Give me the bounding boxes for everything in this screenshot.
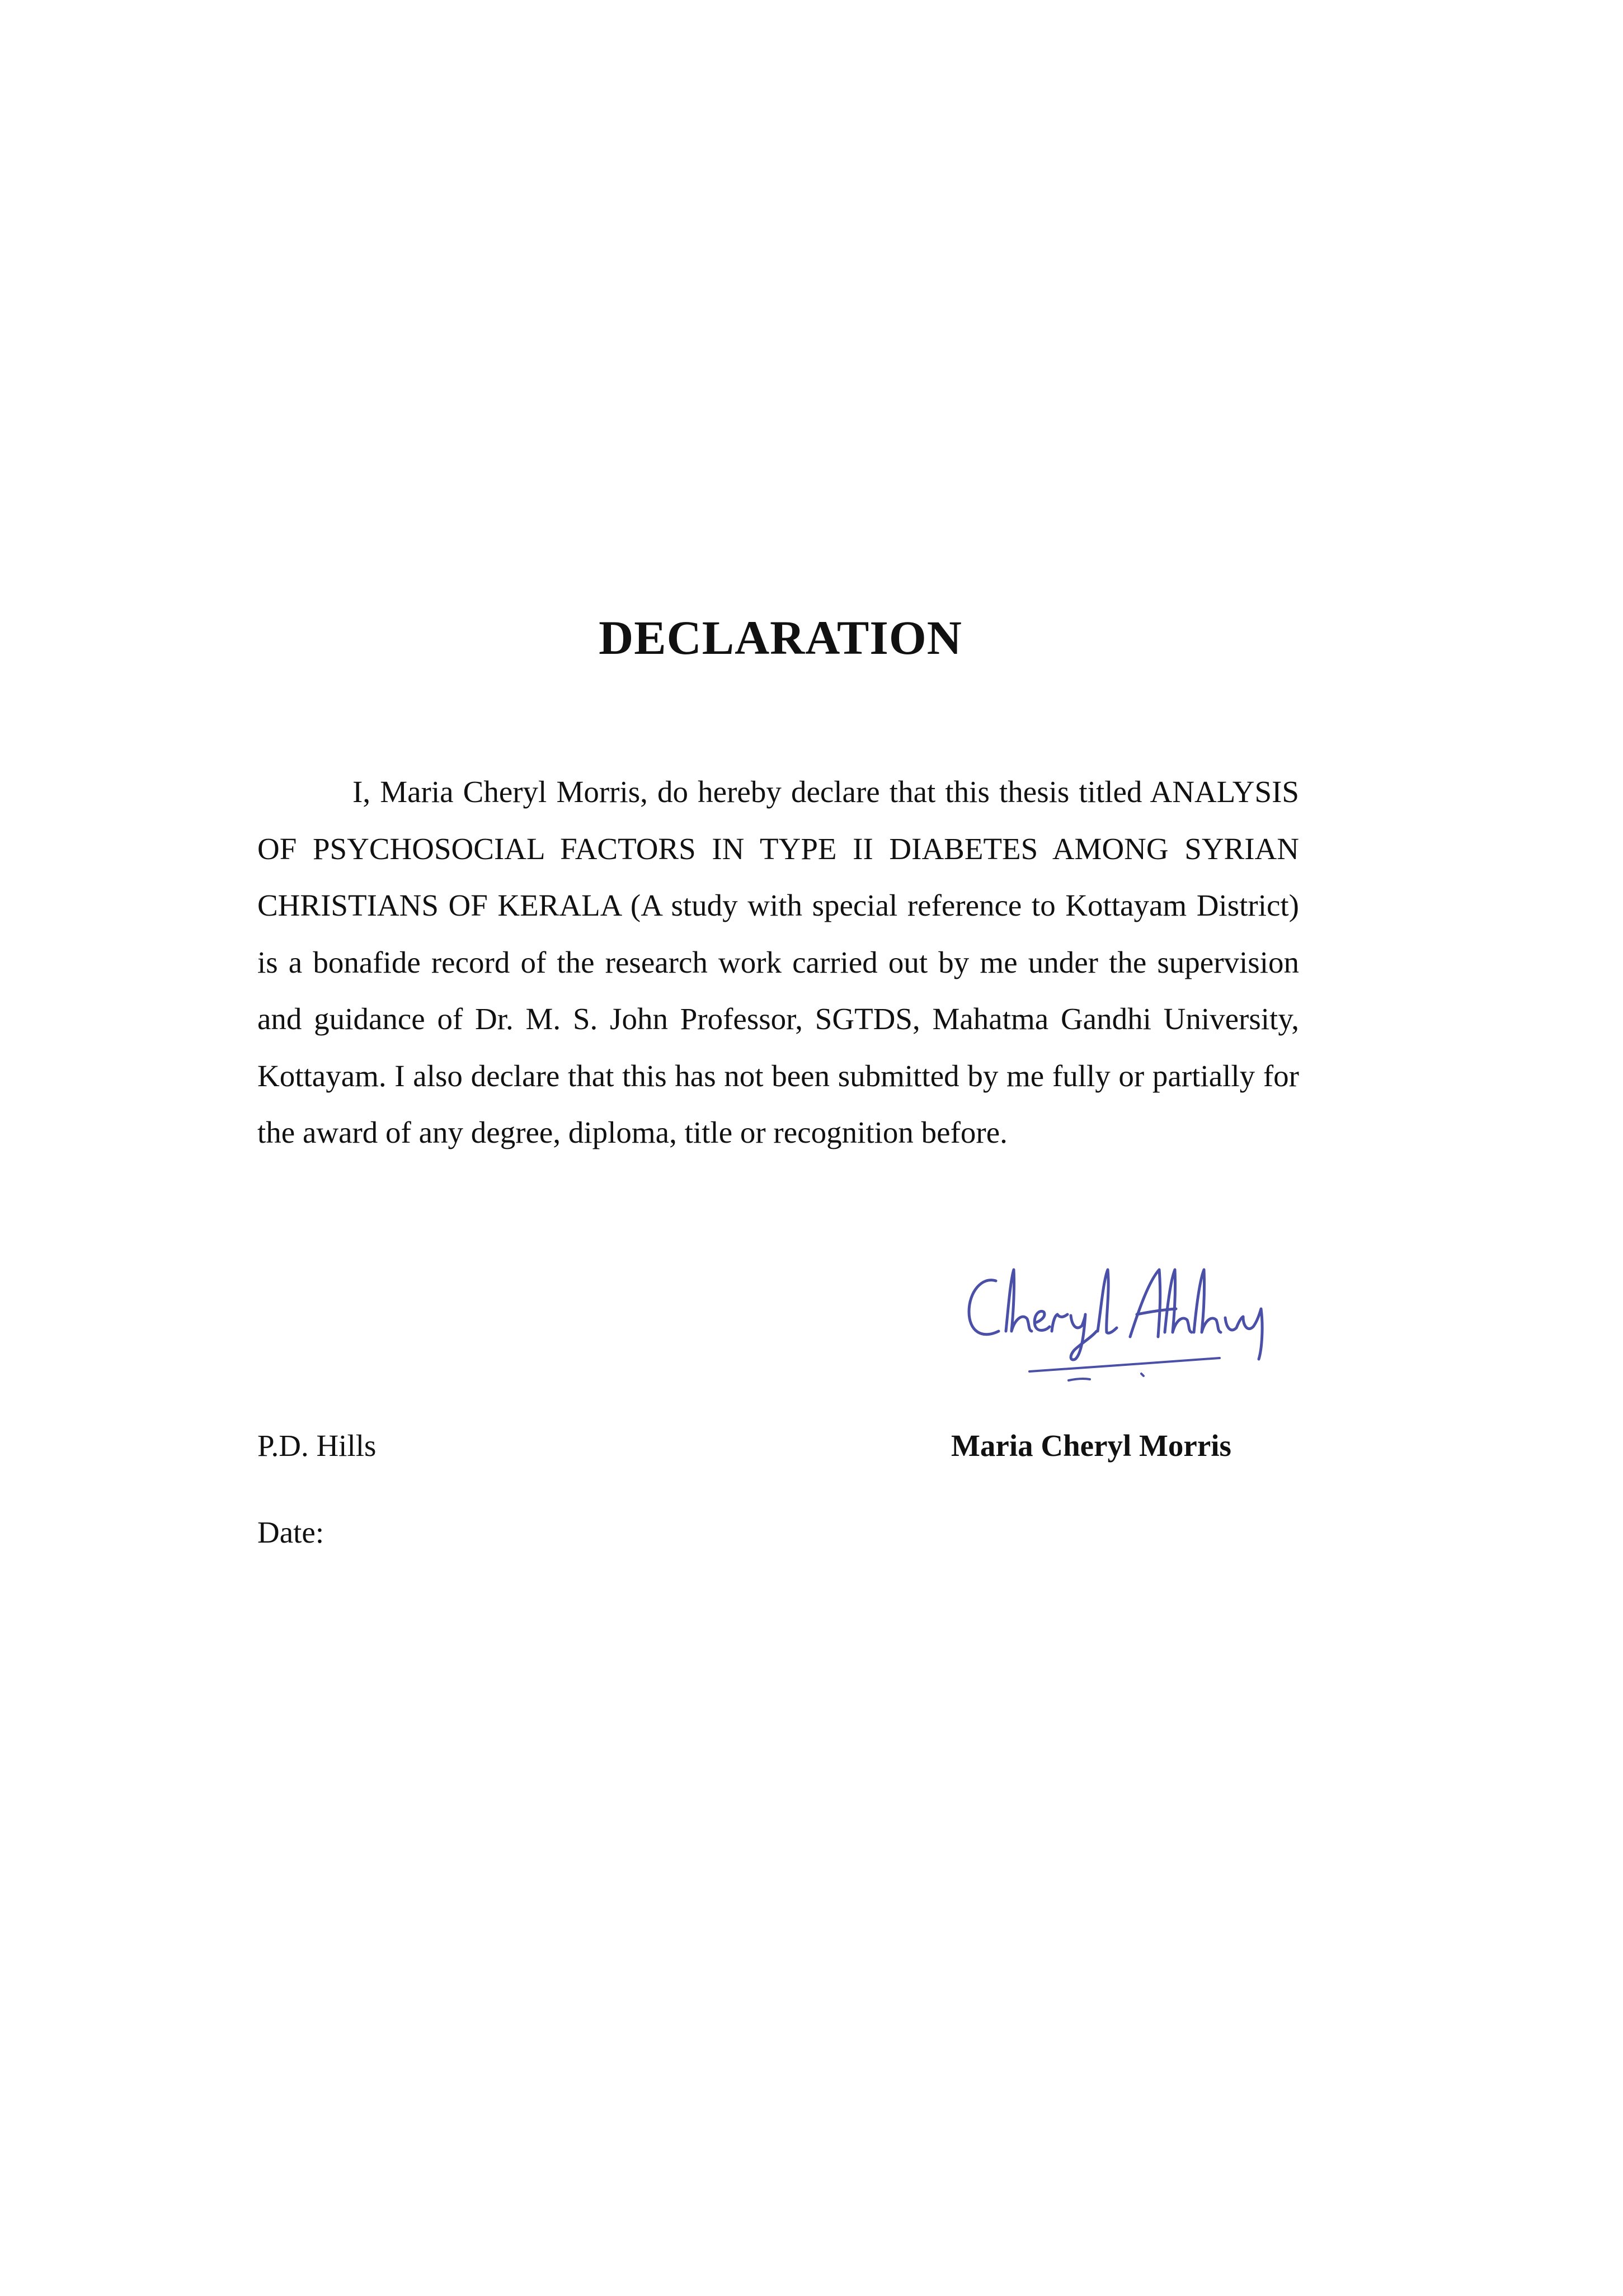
date-label: Date: xyxy=(257,1515,324,1549)
place-label: P.D. Hills xyxy=(257,1428,377,1463)
signer-name: Maria Cheryl Morris xyxy=(951,1428,1231,1463)
page-title: DECLARATION xyxy=(599,611,962,664)
declaration-paragraph xyxy=(257,763,1299,1161)
declaration-text: I, Maria Cheryl Morris, do hereby declare that this thesis titled ANALYSIS OF PSYCHOSOCIAL FACTORS IN TYPE II DIABETES AMONG SYRIAN CHRISTIANS OF KERALA (A study with special reference to Kottayam District) is a bonafide record of the research work carried out by me under the supervision and guidance of Dr. M. S. John Professor, SGTDS, Mahatma Gandhi University, Kottayam. I also declare that this has not been submitted by me fully or partially for the award of any degree, diploma, title or recognition before. xyxy=(257,775,1299,1149)
handwritten-signature xyxy=(957,1247,1304,1393)
